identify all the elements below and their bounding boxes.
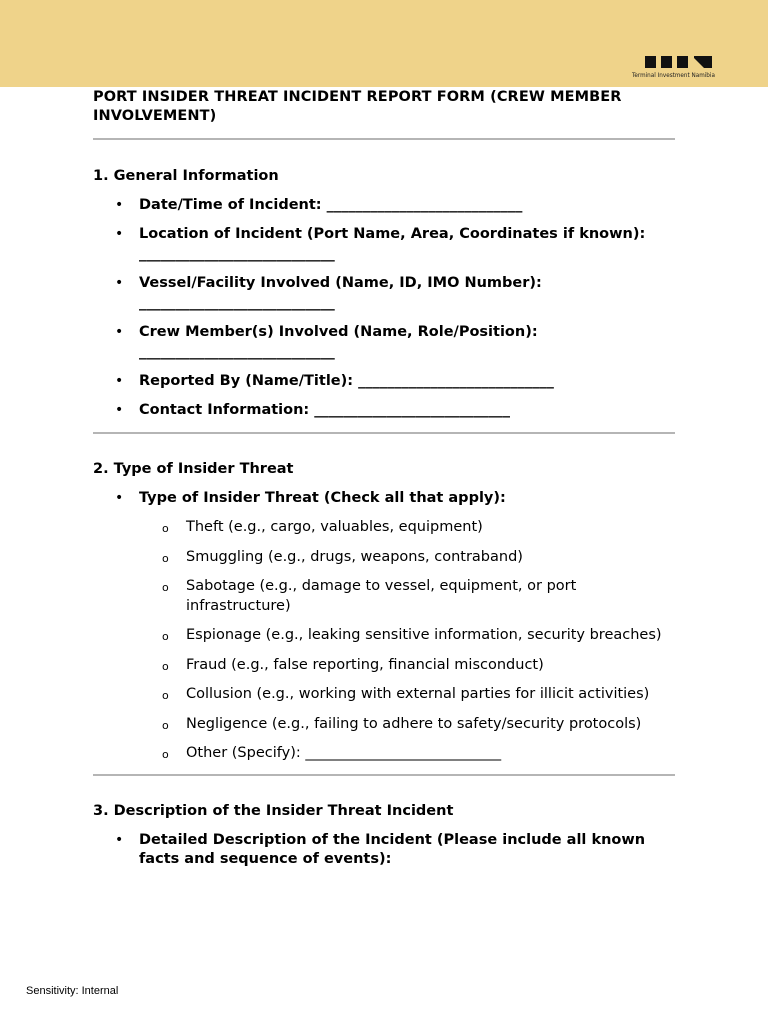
field-vessel-facility[interactable]: • Vessel/Facility Involved (Name, ID, IMO Number): ___________________________: [115, 275, 542, 311]
field-location[interactable]: • Location of Incident (Port Name, Area, Coordinates if known): ___________________________: [115, 226, 646, 262]
circle-bullet-icon: o: [162, 748, 169, 761]
bullet-icon: •: [115, 197, 124, 213]
bullet-icon: •: [115, 226, 124, 242]
field-date-time[interactable]: • Date/Time of Incident: ___________________________: [93, 196, 683, 216]
general-information-list: [93, 196, 683, 421]
field-threat-type: • Type of Insider Threat (Check all that apply):: [93, 489, 683, 509]
circle-bullet-icon: o: [162, 630, 169, 643]
option-sabotage[interactable]: o Sabotage (e.g., damage to vessel, equipment, or port infrastructure): [162, 578, 577, 614]
field-detailed-description[interactable]: • Detailed Description of the Incident (Please include all known facts and sequence of events):: [115, 831, 646, 867]
option-negligence[interactable]: o Negligence (e.g., failing to adhere to safety/security protocols): [93, 715, 683, 735]
option-smuggling[interactable]: o Smuggling (e.g., drugs, weapons, contraband): [93, 548, 683, 568]
option-fraud[interactable]: o Fraud (e.g., false reporting, financial misconduct): [93, 656, 683, 676]
circle-bullet-icon: o: [162, 718, 169, 732]
bullet-icon: •: [115, 489, 124, 506]
bullet-icon: •: [115, 275, 124, 291]
circle-bullet-icon: o: [162, 522, 169, 535]
circle-bullet-icon: o: [162, 659, 169, 673]
circle-bullet-icon: o: [162, 689, 169, 702]
field-crew-members[interactable]: • Crew Member(s) Involved (Name, Role/Position): ___________________________: [115, 324, 538, 360]
logo-mark-icon: [645, 56, 713, 68]
description-list: [93, 831, 683, 870]
circle-bullet-icon: o: [162, 581, 169, 594]
bullet-icon: •: [115, 402, 124, 418]
option-collusion[interactable]: o Collusion (e.g., working with external parties for illicit activities): [93, 685, 683, 705]
field-contact-information[interactable]: • Contact Information: ___________________________: [93, 401, 683, 421]
threat-type-list: [93, 489, 683, 509]
option-espionage[interactable]: o Espionage (e.g., leaking sensitive information, security breaches): [93, 626, 683, 646]
option-other[interactable]: o Other (Specify): ___________________________: [93, 744, 683, 764]
option-theft[interactable]: o Theft (e.g., cargo, valuables, equipment): [93, 518, 683, 538]
bullet-icon: •: [115, 373, 124, 389]
logo-caption: Terminal Investment Namibia: [632, 72, 715, 79]
bullet-icon: •: [115, 324, 124, 340]
threat-type-options: [93, 518, 683, 764]
report-form: [93, 86, 683, 870]
bullet-icon: •: [115, 831, 124, 848]
sensitivity-label: Sensitivity: Internal: [26, 985, 119, 997]
circle-bullet-icon: o: [162, 551, 169, 565]
page-title: PORT INSIDER THREAT INCIDENT REPORT FORM (CREW MEMBER INVOLVEMENT): [93, 89, 622, 124]
field-reported-by[interactable]: • Reported By (Name/Title): ___________________________: [93, 372, 683, 392]
section-heading-general-information: 1. General Information: [93, 168, 279, 184]
company-logo: [632, 56, 716, 82]
section-heading-type-of-threat: 2. Type of Insider Threat: [93, 460, 294, 477]
section-heading-description: 3. Description of the Insider Threat Incident: [93, 802, 454, 819]
